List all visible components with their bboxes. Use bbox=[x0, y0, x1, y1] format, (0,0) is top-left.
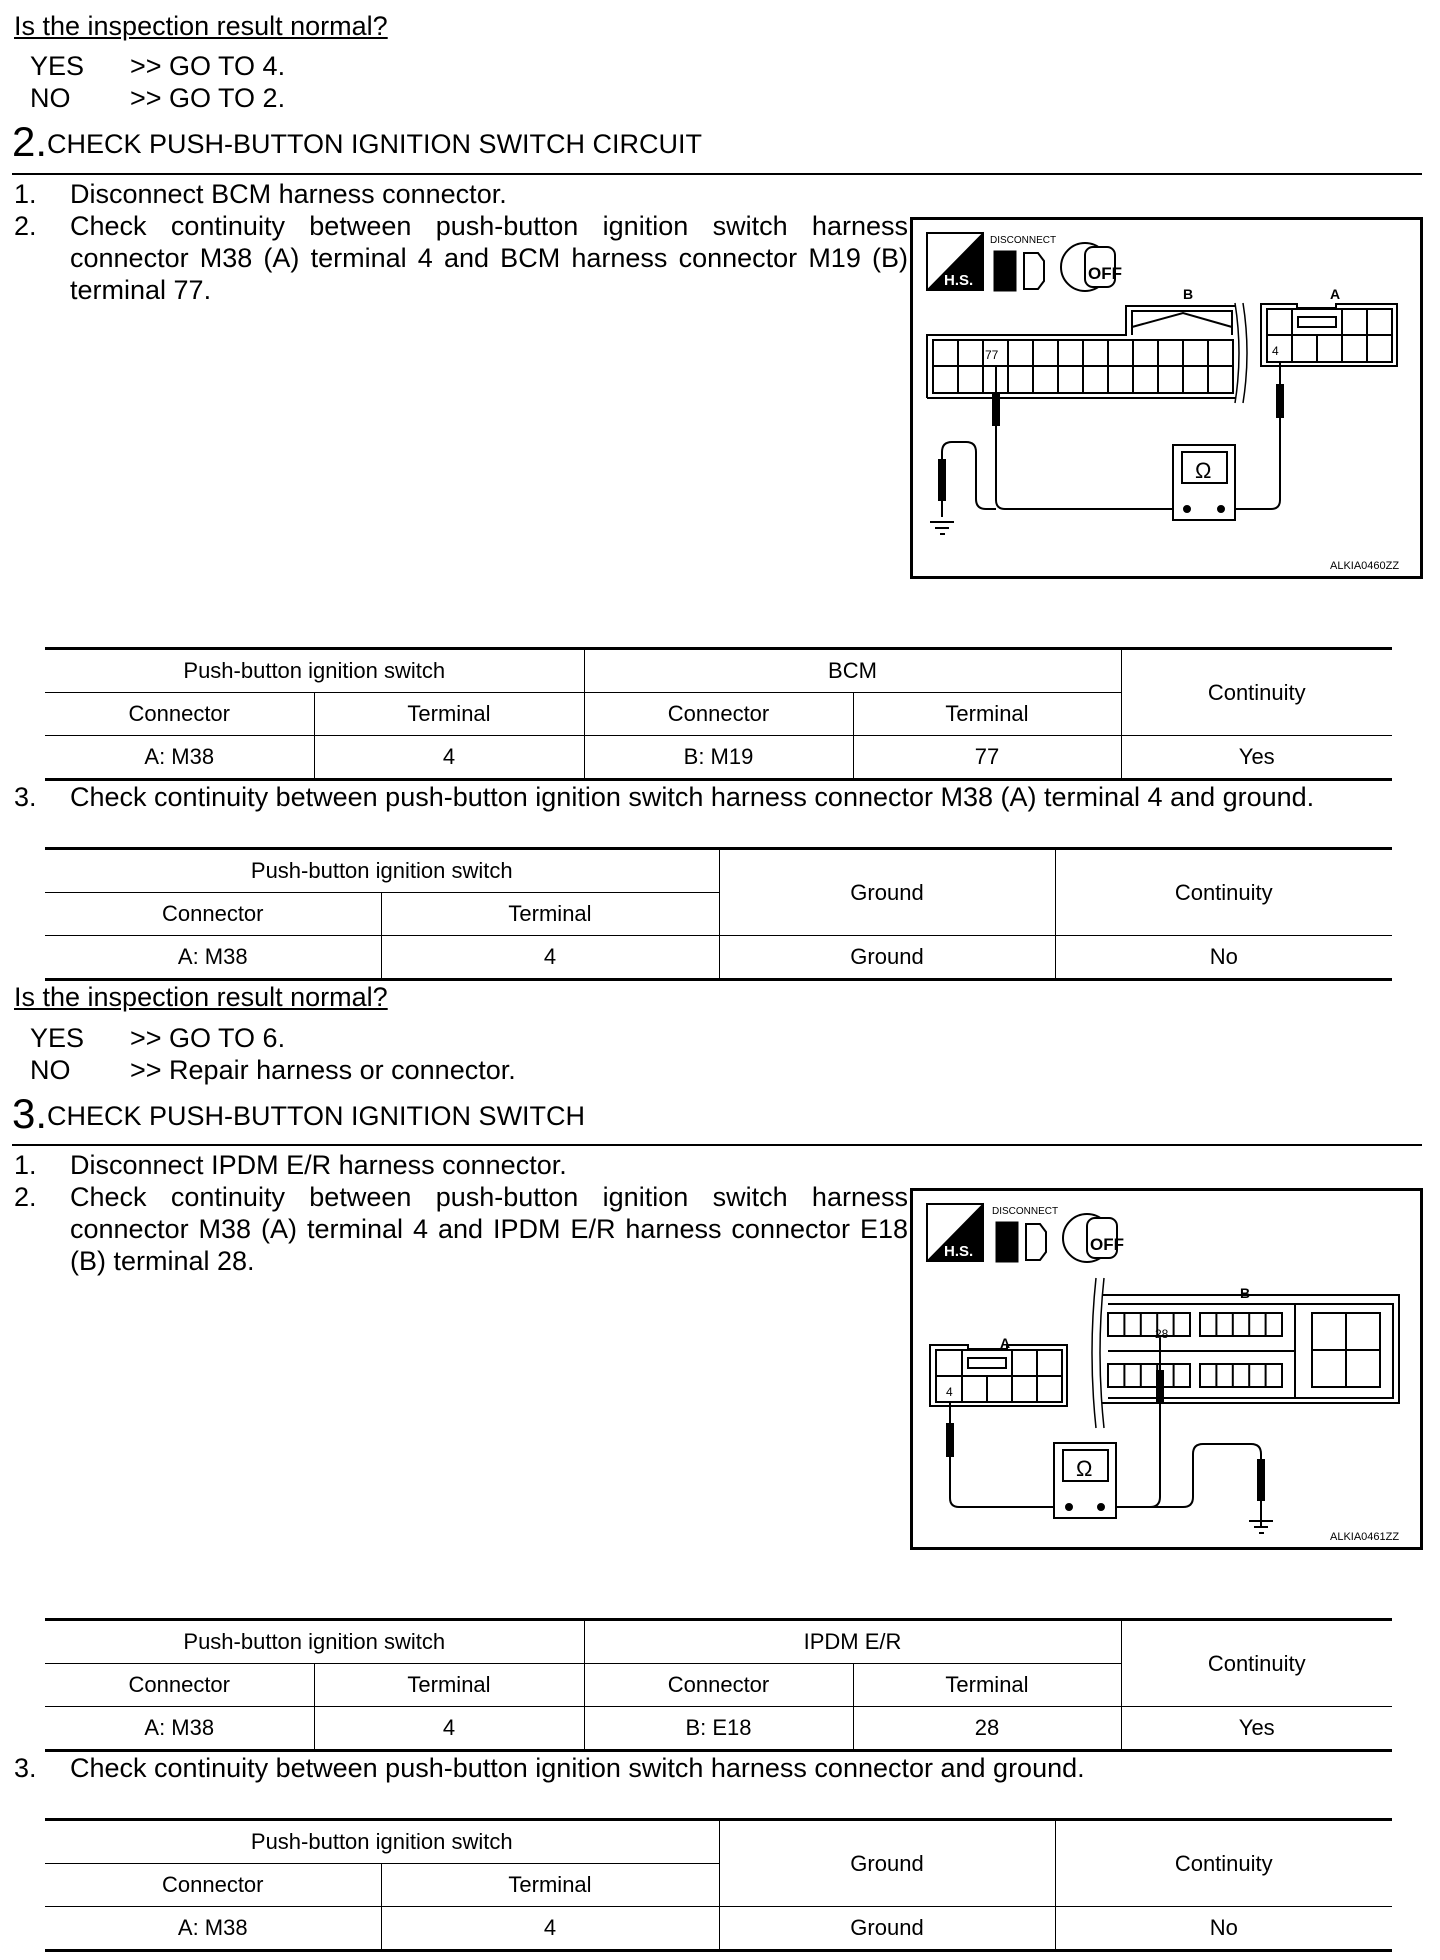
disconnect-connector-icon bbox=[996, 1222, 1046, 1262]
terminal-a: 4 bbox=[1272, 344, 1279, 358]
yes-action: >> GO TO 6. bbox=[130, 1023, 286, 1053]
no-label: NO bbox=[30, 83, 71, 113]
connector-b-label: B bbox=[1240, 1285, 1251, 1301]
figure-code: ALKIA0460ZZ bbox=[1330, 560, 1400, 572]
divider bbox=[12, 1144, 1422, 1146]
connector-a-label: A bbox=[1330, 286, 1341, 302]
harness-symbol-icon bbox=[927, 1204, 983, 1261]
svg-text:H.S.: H.S. bbox=[944, 272, 974, 289]
wiring-diagram-bcm bbox=[910, 217, 1423, 579]
connector-b bbox=[927, 306, 1236, 398]
divider bbox=[12, 173, 1422, 175]
section-number: 2. bbox=[12, 118, 48, 165]
inspection-question: Is the inspection result normal? bbox=[14, 982, 388, 1012]
yes-action: >> GO TO 4. bbox=[130, 51, 286, 81]
section-heading: 3.CHECK PUSH-BUTTON IGNITION SWITCH bbox=[12, 1090, 586, 1137]
connector-b bbox=[1102, 1295, 1399, 1403]
disconnect-label: DISCONNECT bbox=[990, 235, 1057, 246]
ground-table: Push-button ignition switch Ground Continuity Connector Terminal A: M38 4 Ground No bbox=[45, 1818, 1392, 1952]
svg-text:Ω: Ω bbox=[1076, 1456, 1093, 1481]
no-action: >> Repair harness or connector. bbox=[130, 1055, 516, 1085]
terminal-b: 28 bbox=[1155, 1327, 1169, 1341]
inspection-question: Is the inspection result normal? bbox=[14, 11, 388, 41]
disconnect-label: DISCONNECT bbox=[992, 1206, 1059, 1217]
connector-a bbox=[1261, 304, 1397, 366]
svg-text:OFF: OFF bbox=[1090, 1235, 1124, 1254]
table-row: A: M38 4 B: E18 28 Yes bbox=[45, 1707, 1392, 1751]
disconnect-connector-icon bbox=[994, 251, 1044, 291]
connector-b-label: B bbox=[1183, 286, 1194, 302]
svg-text:H.S.: H.S. bbox=[944, 1243, 974, 1260]
yes-label: YES bbox=[30, 51, 85, 81]
continuity-table: Push-button ignition switch IPDM E/R Continuity Connector Terminal Connector Terminal A: M38 4 B: E18 28 Yes bbox=[45, 1618, 1392, 1752]
svg-text:Ω: Ω bbox=[1195, 458, 1212, 483]
terminal-a: 4 bbox=[946, 1385, 953, 1399]
figure-code: ALKIA0461ZZ bbox=[1330, 1531, 1400, 1543]
table-row: A: M38 4 B: M19 77 Yes bbox=[45, 736, 1392, 780]
ignition-off-icon bbox=[1063, 1214, 1124, 1262]
no-action: >> GO TO 2. bbox=[130, 83, 286, 113]
no-label: NO bbox=[30, 1055, 71, 1085]
section-heading bbox=[12, 118, 702, 166]
table-row: A: M38 4 Ground No bbox=[45, 1907, 1392, 1951]
section-title: CHECK PUSH-BUTTON IGNITION SWITCH CIRCUIT bbox=[47, 129, 703, 159]
svg-text:OFF: OFF bbox=[1088, 264, 1122, 283]
ohmmeter-icon bbox=[1054, 1443, 1116, 1518]
harness-symbol-icon bbox=[927, 233, 983, 290]
ignition-off-icon bbox=[1061, 243, 1122, 291]
table-row: A: M38 4 Ground No bbox=[45, 936, 1392, 980]
wiring-diagram-ipdm bbox=[910, 1188, 1423, 1550]
ground-table: Push-button ignition switch Ground Continuity Connector Terminal A: M38 4 Ground No bbox=[45, 847, 1392, 981]
connector-a-label: A bbox=[1000, 1335, 1011, 1351]
ohmmeter-icon bbox=[1173, 445, 1235, 520]
terminal-b: 77 bbox=[985, 348, 999, 362]
yes-label: YES bbox=[30, 1023, 85, 1053]
continuity-table: Push-button ignition switch BCM Continuity Connector Terminal Connector Terminal A: M38 4 B: M19 77 Yes bbox=[45, 647, 1392, 781]
